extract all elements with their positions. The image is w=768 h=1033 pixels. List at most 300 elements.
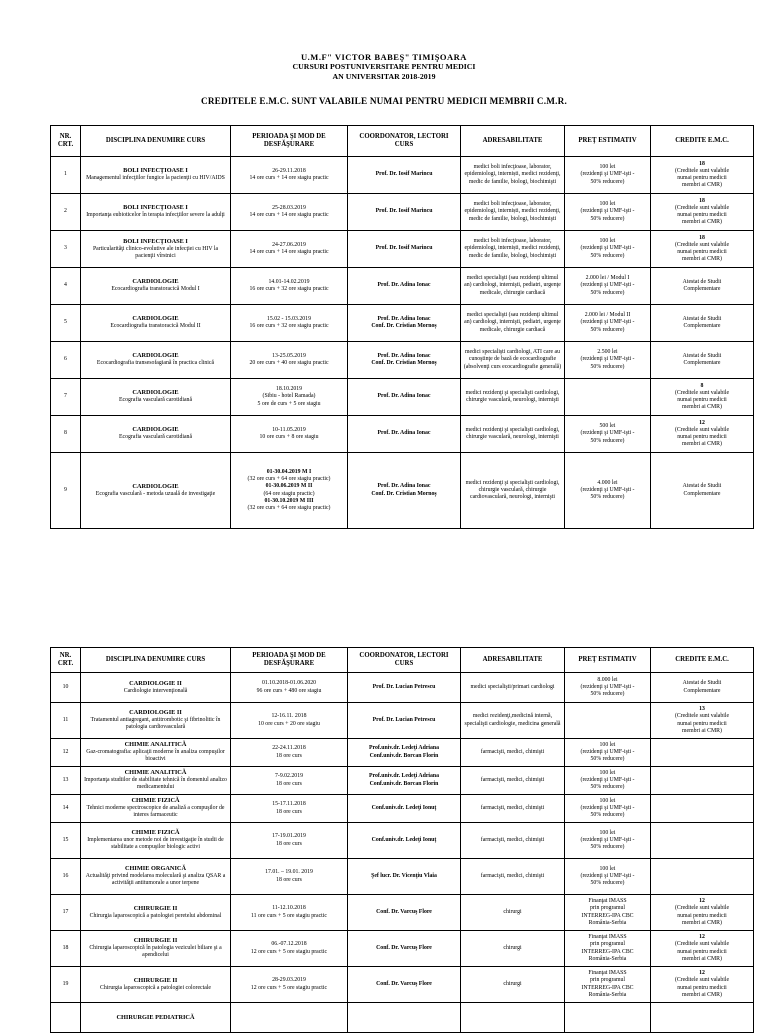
cell-line: 01-30.06.2019 M II	[265, 483, 313, 490]
coordinator-cell	[348, 305, 461, 342]
addressability-cell: medici rezidenţi şi specialişti cardiologi, chirurgie vasculară, chirurgie cardiovasculară, neurologi, internişti	[461, 453, 565, 529]
period-cell	[231, 268, 348, 305]
course-discipline-cell	[81, 342, 231, 379]
cell-line: prin programul	[590, 905, 625, 912]
cell-line: 100 lei	[599, 164, 616, 171]
credits-cell	[651, 1003, 754, 1033]
addressability-cell: medici specialişti (sau rezidenţi ultimul an) cardiologi, internişti, pediatri, urgenţe medicale, chirurgie cardiacă	[461, 268, 565, 305]
course-discipline-cell	[81, 895, 231, 931]
cell-line: (rezidenţi şi UMF-işti -	[580, 872, 635, 879]
discipline-name: CHIMIE ANALITICĂ	[124, 769, 187, 777]
credits-line: membri ai CMR)	[682, 182, 722, 189]
cell-line: (rezidenţi şi UMF-işti -	[580, 356, 635, 363]
credits-cell	[651, 967, 754, 1003]
course-discipline-cell	[81, 739, 231, 767]
addressability-cell: medici specialişti (sau rezidenţi ultimul an) cardiologi, internişti, pediatri, urgenţe medicale, chirurgie cardiacă	[461, 305, 565, 342]
credits-line: (Creditele sunt valabile	[674, 389, 730, 396]
course-name: Actualităţi privind modelarea moleculară şi analiza QSAR a activităţii antitumorale a unor terpene	[85, 873, 226, 887]
cell-line: 8.000 lei	[597, 676, 618, 683]
col-coordinator-header: COORDONATOR, LECTORI CURS	[348, 648, 461, 673]
credits-cell	[651, 931, 754, 967]
period-cell	[231, 157, 348, 194]
credits-line: numai pentru medicii	[677, 212, 727, 218]
credits-line: Atestat de Studii	[682, 278, 722, 285]
cell-line: (32 ore curs + 64 ore stagiu practic)	[247, 476, 331, 483]
price-cell	[565, 194, 651, 231]
cell-line: Prof. Dr. Iosif Marincu	[375, 171, 433, 178]
col-price-header: PREŢ ESTIMATIV	[565, 648, 651, 673]
credits-line: (Creditele sunt valabile	[674, 905, 730, 912]
cell-line: 2.000 lei / Modul II	[584, 312, 631, 319]
cell-line: 100 lei	[599, 797, 616, 804]
cell-line: 11 ore curs + 5 ore stagiu practic	[251, 912, 327, 919]
credits-line: membri ai CMR)	[682, 955, 722, 962]
course-name: Tratamentul antiagregant, antitrombotic şi fibrinolitic în patologia cardiovasculară	[90, 717, 221, 731]
course-name: Tehnici moderne spectroscopice de analiză a compuşilor de interes farmaceutic	[86, 805, 225, 819]
credits-line: 13	[699, 706, 705, 713]
cell-line: 15.02 - 15.03.2019	[267, 315, 311, 322]
period-cell	[231, 931, 348, 967]
table-row	[51, 157, 754, 194]
col-address-header: ADRESABILITATE	[461, 126, 565, 157]
price-cell	[565, 231, 651, 268]
credits-line: numai pentru medicii	[677, 434, 727, 440]
cell-line: prin programul	[590, 941, 625, 948]
course-discipline-cell	[81, 231, 231, 268]
credits-line: Complementare	[683, 687, 721, 694]
cell-line: (Sibiu - hotel Ramada)	[262, 393, 316, 400]
cell-line: (32 ore curs + 64 ore stagiu practic)	[247, 504, 331, 511]
row-number: 16	[51, 859, 81, 895]
cell-line: 10 ore curs + 20 ore stagiu	[258, 720, 320, 727]
cell-line: (rezidenţi şi UMF-işti -	[580, 486, 635, 493]
discipline-name: BOLI INFECŢIOASE I	[123, 167, 188, 175]
price-cell	[565, 379, 651, 416]
discipline-name: CHIMIE FIZICĂ	[131, 797, 180, 805]
cell-line: 11-12.10.2018	[272, 905, 306, 912]
discipline-name: CARDIOLOGIE	[132, 352, 179, 360]
credits-line: 12	[699, 898, 705, 905]
course-discipline-cell	[81, 823, 231, 859]
credits-line: (Creditele sunt valabile	[674, 713, 730, 720]
cell-line: Prof. Dr. Adina Ionac	[377, 352, 431, 359]
addressability-cell: medici specialişti cardiologi, ATI care au cunoştinţe de bază de ecocardiografie (absolvenţi curs ecocardiografie generală)	[461, 342, 565, 379]
cell-line: Conf.univ.dr. Borcan Florin	[369, 780, 439, 787]
cell-line: (rezidenţi şi UMF-işti -	[580, 804, 635, 811]
cell-line: Conf. Dr. Cristian Mornoş	[371, 360, 437, 366]
credits-line: membri ai CMR)	[682, 404, 722, 411]
course-discipline-cell	[81, 194, 231, 231]
cell-line: (rezidenţi şi UMF-işti -	[580, 171, 635, 178]
cell-line: 17.01. – 19.01. 2019	[265, 869, 313, 876]
credits-cell	[651, 795, 754, 823]
price-cell	[565, 859, 651, 895]
cell-line: Finanţat IMASS	[588, 934, 627, 941]
cell-line: 100 lei	[599, 769, 616, 776]
cell-line: 50% reducere)	[590, 812, 625, 819]
course-title: CURSURI POSTUNIVERSITARE PENTRU MEDICI	[292, 62, 476, 71]
discipline-name: CARDIOLOGIE	[132, 426, 179, 434]
credits-line: numai pentru medicii	[677, 912, 727, 919]
cell-line: 7-9.02.2019	[274, 773, 304, 780]
cell-line: 2.500 lei	[597, 349, 618, 356]
addressability-cell: farmacişti, medici, chimişti	[461, 823, 565, 859]
table-row	[51, 739, 754, 767]
course-name: Ecografia vasculară - metoda uzuală de investigaţie	[95, 490, 216, 497]
col-period-header: PERIOADA ŞI MOD DE DESFĂŞURARE	[231, 126, 348, 157]
row-number: 2	[51, 194, 81, 231]
cell-line: 15-17.11.2018	[272, 801, 306, 808]
addressability-cell: farmacişti, medici, chimişti	[461, 795, 565, 823]
row-number: 14	[51, 795, 81, 823]
period-cell	[231, 673, 348, 703]
credits-line: numai pentru medicii	[677, 948, 727, 955]
coordinator-cell	[348, 453, 461, 529]
period-cell	[231, 739, 348, 767]
cell-line: INTERREG-IPA CBC	[581, 948, 634, 955]
col-address-header: ADRESABILITATE	[461, 648, 565, 673]
table-row	[51, 795, 754, 823]
coordinator-cell	[348, 268, 461, 305]
cell-line: 28-29.03.2019	[272, 977, 306, 984]
cell-line: 100 lei	[599, 201, 616, 208]
cell-line: Finanţat IMASS	[588, 970, 627, 977]
table-row	[51, 767, 754, 795]
row-number: 13	[51, 767, 81, 795]
period-cell	[231, 231, 348, 268]
table-row	[51, 673, 754, 703]
row-number: 12	[51, 739, 81, 767]
cell-line: (rezidenţi şi UMF-işti -	[580, 776, 635, 783]
cell-line: Conf. Dr. Varcuş Flore	[376, 980, 432, 987]
row-number: 3	[51, 231, 81, 268]
cell-line: 22-24.11.2018	[272, 745, 306, 752]
discipline-name: CARDIOLOGIE	[132, 315, 179, 323]
cell-line: Conf. Dr. Cristian Mornoş	[371, 490, 437, 497]
course-name: Chirurgia laparoscopică a patologiei colorectale	[100, 984, 211, 991]
credits-cell	[651, 305, 754, 342]
credits-line: membri ai CMR)	[682, 727, 722, 734]
price-cell	[565, 673, 651, 703]
credits-line: 12	[699, 970, 705, 977]
coordinator-cell	[348, 157, 461, 194]
row-number: 11	[51, 703, 81, 739]
course-discipline-cell	[81, 453, 231, 529]
cell-line: 100 lei	[599, 741, 616, 748]
cell-line: 24-27.06.2019	[272, 241, 306, 248]
course-name: Ecocardiografia transtoracică Modul I	[111, 286, 200, 293]
cell-line: 20 ore curs + 40 ore stagiu practic	[249, 360, 329, 366]
coordinator-cell	[348, 416, 461, 453]
discipline-name: BOLI INFECŢIOASE I	[123, 204, 188, 212]
cell-line: România-Serbia	[588, 919, 627, 926]
cell-line: Prof. Dr. Lucian Petrescu	[372, 716, 436, 723]
col-coordinator-header: COORDONATOR, LECTORI CURS	[348, 126, 461, 157]
discipline-name: BOLI INFECŢIOASE I	[123, 237, 188, 245]
credits-cell	[651, 268, 754, 305]
cell-line: Prof. Dr. Lucian Petrescu	[372, 683, 436, 690]
course-name: Particularităţi clinico-evolutive ale infecţiei cu HIV la pacienţii vîrstnici	[92, 245, 219, 259]
table-row	[51, 967, 754, 1003]
coordinator-cell	[348, 703, 461, 739]
cell-line: Prof.univ.dr. Ledeţi Adriana	[368, 745, 440, 752]
course-discipline-cell	[81, 703, 231, 739]
coordinator-cell	[348, 231, 461, 268]
cell-line: 100 lei	[599, 238, 616, 245]
cell-line: INTERREG-IPA CBC	[581, 912, 634, 919]
cell-line: 10-11.05.2019	[272, 426, 306, 433]
credits-line: numai pentru medicii	[677, 397, 727, 403]
coordinator-cell	[348, 895, 461, 931]
discipline-name: CHIMIE ANALITICĂ	[124, 741, 187, 749]
cell-line: 14.01-14.02.2019	[268, 278, 310, 285]
addressability-cell: medici rezidenţi şi specialişti cardiologi, chirurgie vasculară, neurologi, internişti	[461, 416, 565, 453]
cell-line: 50% reducere)	[590, 691, 625, 698]
academic-year: AN UNIVERSITAR 2018-2019	[332, 72, 436, 81]
cell-line: 50% reducere)	[590, 784, 625, 791]
table-row	[51, 859, 754, 895]
row-number: 8	[51, 416, 81, 453]
cell-line: 50% reducere)	[590, 252, 625, 259]
coordinator-cell	[348, 194, 461, 231]
period-cell	[231, 379, 348, 416]
cell-line: 12-16.11. 2018	[271, 713, 307, 720]
cell-line: 50% reducere)	[590, 215, 625, 222]
table-row	[51, 453, 754, 529]
course-name: Ecocardiografia transesofagiană în practica clinică	[96, 360, 215, 367]
cell-line: prin programul	[590, 977, 625, 984]
course-discipline-cell	[81, 859, 231, 895]
cell-line: 50% reducere)	[590, 178, 625, 185]
cell-line: 50% reducere)	[590, 880, 625, 887]
credits-line: 8	[700, 382, 704, 389]
price-cell	[565, 931, 651, 967]
credits-line: 12	[699, 934, 705, 941]
discipline-name: CHIMIE ORGANICĂ	[124, 865, 187, 873]
period-cell	[231, 305, 348, 342]
period-cell	[231, 342, 348, 379]
cell-line: Prof. Dr. Adina Ionac	[377, 483, 431, 490]
coordinator-cell	[348, 823, 461, 859]
credits-cell	[651, 823, 754, 859]
table-row	[51, 379, 754, 416]
course-discipline-cell	[81, 931, 231, 967]
discipline-name: CARDIOLOGIE II	[129, 709, 182, 717]
col-period-header: PERIOADA ŞI MOD DE DESFĂŞURARE	[231, 648, 348, 673]
credits-line: numai pentru medicii	[677, 720, 727, 727]
table-row	[51, 305, 754, 342]
cell-line: 17-19.01.2019	[272, 833, 306, 840]
cell-line: 16 ore curs + 32 ore stagiu practic	[249, 286, 329, 292]
cell-line: Conf. Dr. Varcuş Flore	[376, 908, 432, 915]
price-cell	[565, 795, 651, 823]
period-cell	[231, 859, 348, 895]
course-name: Importanţa studiilor de stabilitate tehnică în domeniul analizo medicamentului	[84, 777, 227, 791]
coordinator-cell	[348, 673, 461, 703]
credits-cell	[651, 194, 754, 231]
course-name: Cardiologie intervenţională	[123, 687, 188, 694]
credits-line: membri ai CMR)	[682, 219, 722, 226]
row-number: 15	[51, 823, 81, 859]
credits-line: 12	[699, 419, 705, 426]
course-discipline-cell	[81, 967, 231, 1003]
cell-line: 100 lei	[599, 829, 616, 836]
cell-line: INTERREG-IPA CBC	[581, 984, 634, 991]
cell-line: România-Serbia	[588, 991, 627, 998]
addressability-cell: chirurgi	[461, 895, 565, 931]
col-nr-header: NR. CRT.	[51, 648, 81, 673]
row-number: 17	[51, 895, 81, 931]
credits-line: membri ai CMR)	[682, 441, 722, 448]
discipline-name: CHIRURGIE II	[133, 904, 178, 912]
cell-line: Finanţat IMASS	[588, 898, 627, 905]
discipline-name: CARDIOLOGIE	[132, 389, 179, 397]
credits-line: (Creditele sunt valabile	[674, 204, 730, 211]
period-cell	[231, 895, 348, 931]
cell-line: 2.000 lei / Modul I	[585, 275, 630, 282]
cell-line: 50% reducere)	[590, 437, 625, 444]
credits-line: (Creditele sunt valabile	[674, 977, 730, 984]
price-cell	[565, 453, 651, 529]
table-row	[51, 268, 754, 305]
period-cell	[231, 416, 348, 453]
col-nr-header: NR. CRT.	[51, 126, 81, 157]
table-row	[51, 895, 754, 931]
cell-line: Prof.univ.dr. Ledeţi Adriana	[368, 773, 440, 780]
cell-line: Prof. Dr. Adina Ionac	[377, 393, 431, 400]
credits-cell	[651, 416, 754, 453]
addressability-cell: farmacişti, medici, chimişti	[461, 859, 565, 895]
credits-cell	[651, 767, 754, 795]
cell-line: (rezidenţi şi UMF-işti -	[580, 245, 635, 252]
coordinator-cell	[348, 379, 461, 416]
row-number: 6	[51, 342, 81, 379]
addressability-cell: medici boli infecţioase, laborator, epidemiologi, interniști, medici rezidenţi, medic de familie, biologi, biochimişti	[461, 194, 565, 231]
credits-line: (Creditele sunt valabile	[674, 241, 730, 248]
price-cell	[565, 157, 651, 194]
addressability-cell: farmacişti, medici, chimişti	[461, 739, 565, 767]
cell-line: (64 ore stagiu practic)	[263, 490, 315, 497]
table-row	[51, 194, 754, 231]
discipline-name: CARDIOLOGIE	[132, 482, 179, 490]
course-name: Gaz-cromatografia: aplicaţii moderne în analiza compuşilor bioactivi	[86, 749, 225, 763]
credits-line: 18	[699, 234, 705, 241]
credits-cell	[651, 859, 754, 895]
cell-line: România-Serbia	[588, 955, 627, 962]
addressability-cell	[461, 1003, 565, 1033]
university-name: U.M.F" VICTOR BABEŞ" TIMIŞOARA	[301, 52, 467, 62]
cell-line: Conf. Dr. Cristian Mornoș	[371, 323, 437, 329]
course-name: Managementul infecţiilor fungice la pacienţii cu HIV/AIDS	[86, 175, 225, 182]
cell-line: Conf.univ.dr. Ledeţi Ionuţ	[371, 836, 437, 843]
period-cell	[231, 453, 348, 529]
coordinator-cell	[348, 767, 461, 795]
course-name: Ecografia vasculară carotidiană	[118, 397, 193, 404]
table-row	[51, 416, 754, 453]
period-cell	[231, 967, 348, 1003]
cell-line: 26-29.11.2018	[272, 167, 306, 174]
period-cell	[231, 703, 348, 739]
row-number: 5	[51, 305, 81, 342]
row-number: 10	[51, 673, 81, 703]
credits-line: (Creditele sunt valabile	[674, 167, 730, 174]
cell-line: 12 ore curs + 5 ore stagiu practic	[250, 948, 328, 955]
price-cell	[565, 967, 651, 1003]
discipline-name: CARDIOLOGIE II	[129, 679, 182, 687]
cell-line: 14 ore curs + 14 ore stagiu practic	[249, 249, 329, 255]
cell-line: 18 ore curs	[276, 752, 302, 759]
course-discipline-cell	[81, 379, 231, 416]
course-discipline-cell	[81, 795, 231, 823]
table-row	[51, 231, 754, 268]
cell-line: 500 lei	[599, 423, 616, 430]
credits-line: Atestat de Studii	[682, 680, 722, 687]
course-discipline-cell	[81, 1003, 231, 1033]
price-cell	[565, 703, 651, 739]
row-number: 19	[51, 967, 81, 1003]
table-header-row	[51, 126, 754, 157]
course-discipline-cell	[81, 416, 231, 453]
credits-line: numai pentru medicii	[677, 984, 727, 991]
cell-line: 01-30.04.2019 M I	[266, 468, 312, 475]
credits-cell	[651, 342, 754, 379]
credits-line: 18	[699, 160, 705, 167]
cell-line: Conf.univ.dr. Ledeţi Ionuţ	[371, 804, 437, 811]
course-discipline-cell	[81, 767, 231, 795]
credits-line: Complementare	[683, 286, 721, 292]
course-name: Importanţa eubioticelor în terapia infecţiilor severe la adulţi	[86, 212, 225, 219]
coordinator-cell	[348, 931, 461, 967]
row-number: 7	[51, 379, 81, 416]
cell-line: Şef lucr. Dr. Vicenţiu Vlaia	[371, 872, 437, 879]
addressability-cell: medici boli infecţioase, laborator, epidemiologi, interniști, medici rezidenţi, medic de familie, biologi, biochimişti	[461, 231, 565, 268]
price-cell	[565, 416, 651, 453]
cell-line: 16 ore curs + 32 ore stagiu practic	[249, 323, 329, 329]
coordinator-cell	[348, 859, 461, 895]
cell-line: 50% reducere)	[590, 289, 625, 296]
credits-notice: CREDITELE E.M.C. SUNT VALABILE NUMAI PENTRU MEDICII MEMBRII C.M.R.	[201, 96, 567, 106]
row-number: 18	[51, 931, 81, 967]
price-cell	[565, 895, 651, 931]
table-row	[51, 1003, 754, 1033]
discipline-name: CHIRURGIE II	[133, 937, 178, 945]
cell-line: 01-30.10.2019 M III	[264, 497, 314, 504]
credits-cell	[651, 895, 754, 931]
price-cell	[565, 823, 651, 859]
cell-line: 18 ore curs	[276, 808, 302, 815]
cell-line: 13-25.05.2019	[272, 352, 306, 359]
cell-line: 50% reducere)	[590, 844, 625, 851]
cell-line: 50% reducere)	[590, 326, 625, 333]
credits-line: membri ai CMR)	[682, 919, 722, 926]
col-price-header: PREŢ ESTIMATIV	[565, 126, 651, 157]
credits-cell	[651, 703, 754, 739]
col-discipline-header: DISCIPLINA DENUMIRE CURS	[81, 126, 231, 157]
cell-line: Prof. Dr. Iosif Marincu	[375, 245, 433, 252]
cell-line: 10 ore curs + 8 ore stagiu	[259, 434, 319, 440]
cell-line: (rezidenţi şi UMF-işti -	[580, 836, 635, 843]
cell-line: 25-28.03.2019	[272, 204, 306, 211]
course-name: Ecografia vasculară carotidiană	[118, 434, 193, 441]
course-name: Implementarea unor metode noi de investigaţie în studii de stabilitate a compuşilor biologic activi	[87, 837, 224, 851]
credits-cell	[651, 739, 754, 767]
cell-line: 18 ore curs	[276, 780, 302, 787]
discipline-name: CHIRURGIE II	[133, 976, 178, 984]
row-number: 1	[51, 157, 81, 194]
credits-line: Complementare	[683, 490, 721, 497]
cell-line: 5 ore de curs + 5 ore stagiu	[257, 400, 321, 407]
credits-line: numai pentru medicii	[677, 249, 727, 255]
